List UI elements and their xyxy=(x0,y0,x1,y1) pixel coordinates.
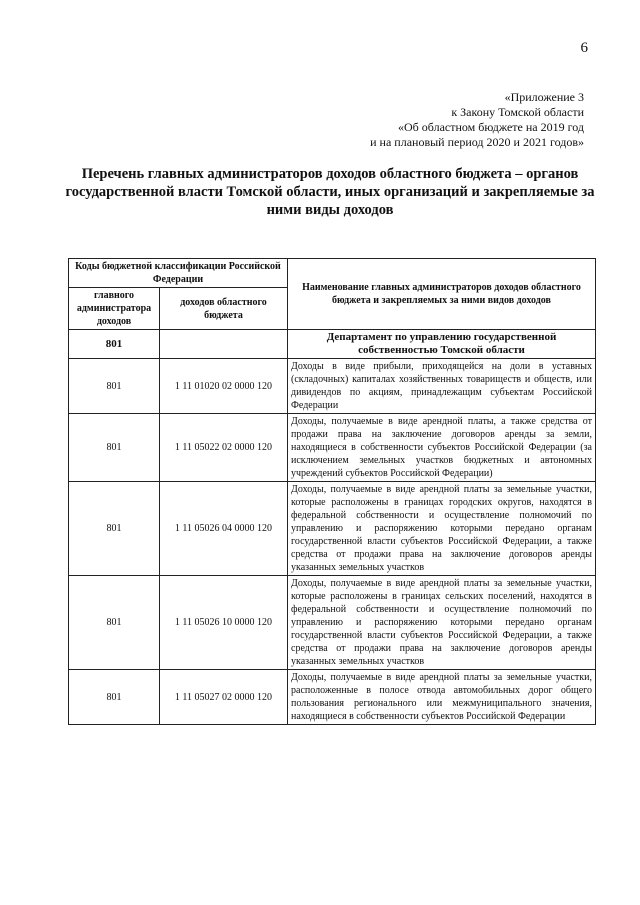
document-title: Перечень главных администраторов доходов областного бюджета – органов государственной власти Томской области, иных организаций и закрепляемые за ними виды доходов xyxy=(65,166,595,218)
department-row xyxy=(69,330,596,359)
revenue-administrators-table xyxy=(68,258,596,725)
income-code: 1 11 05027 02 0000 120 xyxy=(160,670,288,725)
income-description: Доходы, получаемые в виде арендной платы за земельные участки, которые расположены в границах сельских поселений, находятся в федеральной собственности и осуществление полномочий по управлению и распоряжению которыми передано органам государственной власти субъектов Российской Федерации, а также средства от продажи права на заключение договоров аренды указанных земельных участков xyxy=(288,576,596,670)
income-description: Доходы, получаемые в виде арендной платы за земельные участки, расположенные в полосе отвода автомобильных дорог общего пользования регионального или межмуниципального значения, находящиеся в собственности субъектов Российской Федерации xyxy=(288,670,596,725)
appendix-line: и на плановый период 2020 и 2021 годов» xyxy=(370,135,584,149)
admin-code: 801 xyxy=(69,414,160,482)
income-description: Доходы, получаемые в виде арендной платы, а также средства от продажи права на заключение договоров аренды за земли, находящиеся в собственности субъектов Российской Федерации (за исключением земельных участков бюджетных и автономных учреждений субъектов Российской Федерации) xyxy=(288,414,596,482)
admin-code: 801 xyxy=(69,670,160,725)
income-column-header: доходов областного бюджета xyxy=(160,288,288,330)
admin-code: 801 xyxy=(69,359,160,414)
admin-code: 801 xyxy=(69,330,160,359)
codes-group-header: Коды бюджетной классификации Российской Федерации xyxy=(69,259,288,288)
appendix-line: «Приложение 3 xyxy=(504,90,584,104)
table-row xyxy=(69,359,596,414)
admin-code: 801 xyxy=(69,482,160,576)
admin-column-header: главного администратора доходов xyxy=(69,288,160,330)
appendix-line: к Закону Томской области xyxy=(451,105,584,119)
income-description: Доходы, получаемые в виде арендной платы за земельные участки, которые расположены в границах городских округов, находятся в федеральной собственности и осуществление полномочий по управлению и распоряжению которыми передано органам государственной власти субъектов Российской Федерации, а также средства от продажи права на заключение договоров аренды указанных земельных участков xyxy=(288,482,596,576)
income-code: 1 11 05022 02 0000 120 xyxy=(160,414,288,482)
table-header xyxy=(69,259,596,330)
page-number: 6 xyxy=(580,40,588,56)
income-code: 1 11 05026 10 0000 120 xyxy=(160,576,288,670)
table-row xyxy=(69,414,596,482)
department-name: Департамент по управлению государственной собственностью Томской области xyxy=(288,330,596,359)
table-row xyxy=(69,670,596,725)
table-row xyxy=(69,576,596,670)
income-code: 1 11 01020 02 0000 120 xyxy=(160,359,288,414)
income-description: Доходы в виде прибыли, приходящейся на доли в уставных (складочных) капиталах хозяйственных товариществ и обществ, или дивидендов по акциям, принадлежащим субъектам Российской Федерации xyxy=(288,359,596,414)
admin-code: 801 xyxy=(69,576,160,670)
table-row xyxy=(69,482,596,576)
name-column-header: Наименование главных администраторов доходов областного бюджета и закрепляемых за ними видов доходов xyxy=(288,259,596,330)
income-code: 1 11 05026 04 0000 120 xyxy=(160,482,288,576)
income-code xyxy=(160,330,288,359)
appendix-reference xyxy=(370,90,584,150)
appendix-line: «Об областном бюджете на 2019 год xyxy=(398,120,584,134)
